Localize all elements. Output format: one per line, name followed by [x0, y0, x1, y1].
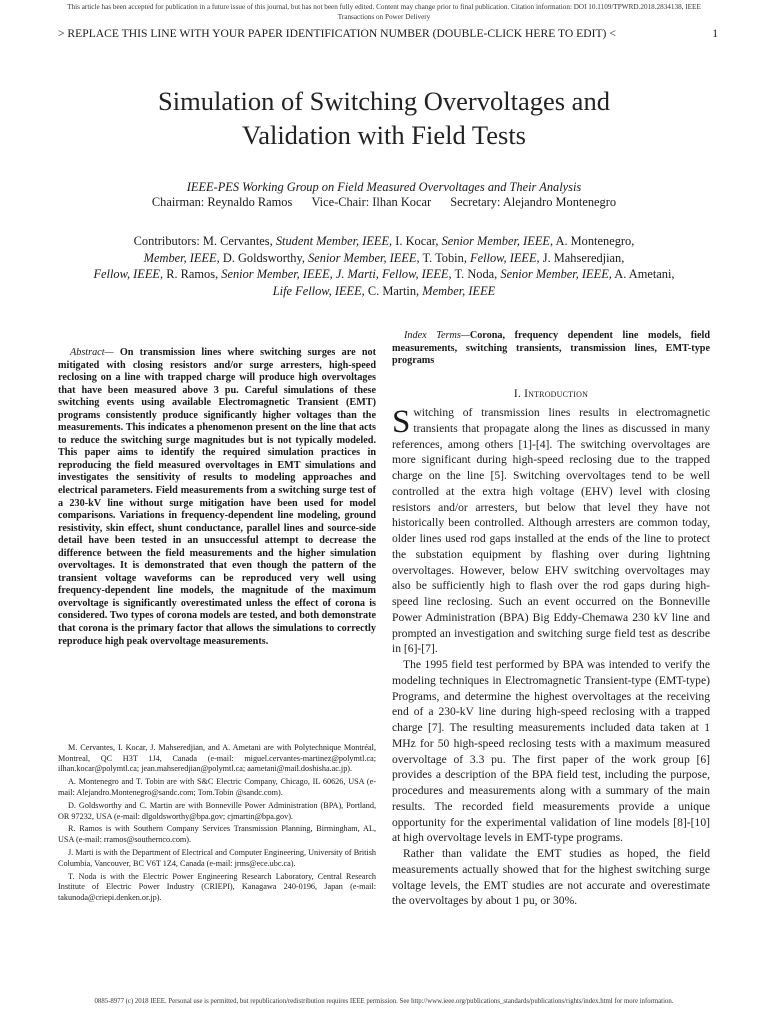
paper-id-placeholder: > REPLACE THIS LINE WITH YOUR PAPER IDENTIFICATION NUMBER (DOUBLE-CLICK HERE TO EDIT) < [58, 27, 616, 40]
index-terms [392, 330, 710, 368]
contributor-grade: Member, IEEE, [143, 250, 220, 265]
contributor-grade: Senior Member, IEEE, [441, 234, 554, 248]
officers [60, 195, 708, 211]
secretary: Secretary: Alejandro Montenegro [450, 195, 617, 209]
contributor-name: A. Ametani, [614, 267, 675, 281]
publication-notice-line2: Transactions on Power Delivery [337, 13, 431, 21]
contributor-grade: Senior Member, IEEE, [308, 250, 420, 265]
contributor-grade: Student Member, IEEE, [275, 234, 393, 248]
chairman: Chairman: Reynaldo Ramos [151, 195, 293, 209]
drop-cap: S [392, 404, 411, 440]
contributor-name: T. Noda, [454, 267, 498, 281]
section-title: Introduction [524, 388, 589, 400]
contributor-grade: Fellow, IEEE, [470, 250, 540, 265]
abstract-lead: Abstract— [70, 347, 114, 358]
section-heading-introduction [392, 387, 710, 401]
affiliation-note: R. Ramos is with Southern Company Services Transmission Planning, Birmingham, AL, USA (e-mail: rramos@southernco.com). [58, 824, 376, 845]
contributor-grade: Senior Member, IEEE, [500, 267, 612, 281]
abstract [58, 347, 376, 648]
abstract-body: On transmission lines where switching surges are not mitigated with closing resistors and/or surge arresters, high-speed reclosing on a line with trapped charge will produce high overvoltages that have been measured above 3 pu. Careful simulations of these switching events using available Electromagnetic Transient (EMT) programs consistently produce significantly higher voltages than the measurements. This indicates a phenomenon present on the line that acts to reduce the switching surge magnitudes but is not typically modeled. This paper aims to identify the required simulation practices in reproducing the field measured overvoltages in EMT simulations and investigates the sensitivity of results to modeling approaches and electrical parameters. Field measurements from a switching surge test of a 230-kV line without surge mitigation have been used for model comparisons. Variations in frequency-dependent line modeling, ground resistivity, skin effect, shunt conductance, parallel lines and source-side detail have been tested in an unsuccessful attempt to decrease the difference between the field measurements and the higher simulation overvoltages. It is demonstrated that even though the pattern of the transient voltage waveforms can be reproduced very well using frequency-dependent line models, the magnitude of the maximum overvoltage is significantly overestimated unless the effect of corona is considered. Two types of corona models are tested, and both demonstrate that corona is the primary factor that allows the simulations to correctly reproduce high peak overvoltage measurements. [58, 347, 376, 647]
contributor-grade: Senior Member, IEEE, J. Marti, Fellow, IEEE, [221, 267, 452, 281]
affiliations [58, 743, 376, 906]
affiliation-note: D. Goldsworthy and C. Martin are with Bonneville Power Administration (BPA), Portland, OR 97232, USA (e-mail: dlgoldsworthy@bpa.gov; cjmartin@bpa.gov). [58, 800, 376, 821]
contributor-name: J. Mahseredjian, [542, 250, 625, 265]
intro-paragraph-1-text: witching of transmission lines results in electromagnetic transients that propagate along the lines as discussed in many references, among others [1]-[4]. The switching overvoltages are more significant during high-speed reclosing due to the trapped charge on the line [5]. Switching overvoltages tend to be well controlled at the extra high voltage (EHV) level with closing resistors and/or arresters, but below that level they have not historically been controlled. Although arresters are common today, older lines used rod gaps installed at the ends of the line to protect the substation equipment by flashing over during lightning overvoltages. However, below EHV switching overvoltages may also be sufficiently high to flash over the rod gaps during high-speed line reclosing. Such an event occurred on the Bonneville Power Administration (BPA) Big Eddy-Chemawa 230 kV line and prompted an investigation and switching surge field test as describe in [6]-[7]. [392, 406, 710, 656]
publication-notice-line1: This article has been accepted for publication in a future issue of this journal, but has not been fully edited. Content may change prior to final publication. Citation information: DOI 10.1109/TPWRD.2018.2834138, IEEE [67, 3, 701, 11]
contributor-name: T. Tobin, [422, 250, 467, 265]
paper-title-line2: Validation with Field Tests [242, 120, 526, 150]
index-terms-lead: Index Terms— [404, 330, 470, 341]
contributors-label: Contributors: [133, 234, 200, 248]
contributor-name: D. Goldsworthy, [222, 250, 305, 265]
page-number: 1 [712, 27, 718, 40]
intro-paragraph: The 1995 field test performed by BPA was intended to verify the modeling techniques in Electromagnetic Transient-type (EMT-type) Programs, and determine the highest overvoltages at the receiving end of a 230-kV line during high-speed reclosing with a trapped charge [7]. The resulting measurements included data taken at 1 MHz for 50 high-speed reclosing tests with a maximum measured overvoltage of 3.3 pu. The first paper of the work group [6] provides a description of the BPA field test, including the purpose, procedures and measurements along with a summary of the main results. The recorded field measurements provide a unique opportunity for the experimental validation of line models [8]-[10] at high overvoltage levels in EMT-type programs. [392, 658, 710, 845]
introduction-text [392, 405, 710, 909]
contributor-name: C. Martin, [367, 283, 420, 298]
running-head [58, 27, 718, 41]
contributor-grade: Member, IEEE [422, 283, 496, 298]
contributor-name: M. Cervantes, [202, 234, 273, 248]
contributor-grade: Fellow, IEEE, [93, 267, 164, 281]
contributors [92, 233, 676, 299]
section-number: I. [513, 388, 521, 400]
affiliation-note: M. Cervantes, I. Kocar, J. Mahseredjian, and A. Ametani are with Polytechnique Montréal, Montreal, QC H3T 1J4, Canada (e-mail: miguel.cervantes-martinez@polymtl.ca; ilhan.kocar@polymtl.ca; jean.mahseredjian@polymtl.ca; aametani@mail.doshisha.ac.jp). [58, 743, 376, 774]
affiliation-note: T. Noda is with the Electric Power Engineering Research Laboratory, Central Research Institute of Electric Power Industry (CRIEPI), Kanagawa 240-0196, Japan (e-mail: takunoda@criepi.denken.or.jp). [58, 871, 376, 903]
intro-paragraph [392, 405, 710, 657]
index-terms-body: Corona, frequency dependent line models, field measurements, switching transients, transmission lines, EMT-type programs [392, 330, 710, 367]
paper-title-line1: Simulation of Switching Overvoltages and [158, 86, 610, 116]
contributor-name: A. Montenegro, [555, 234, 635, 248]
publication-notice [0, 2, 768, 22]
contributor-grade: Life Fellow, IEEE, [272, 283, 365, 298]
vice-chair: Vice-Chair: Ilhan Kocar [311, 195, 432, 209]
intro-paragraph: Rather than validate the EMT studies as hoped, the field measurements actually showed that for the highest switching surge voltage levels, the EMT studies are not accurate and overestimate the overvoltages by about 1 pu, or 30%. [392, 847, 710, 908]
working-group: IEEE-PES Working Group on Field Measured Overvoltages and Their Analysis [186, 180, 582, 194]
affiliation-note: A. Montenegro and T. Tobin are with S&C Electric Company, Chicago, IL 60626, USA (e-mail: Alejandro.Montenegro@sandc.com; Tom.Tobin @sandc.com). [58, 777, 376, 797]
contributor-name: I. Kocar, [395, 234, 439, 248]
contributor-name: R. Ramos, [166, 267, 219, 281]
copyright-footer: 0885-8977 (c) 2018 IEEE. Personal use is permitted, but republication/redistribution requires IEEE permission. See http://www.ieee.org/publications_standards/publications/rights/index.html for more information. [94, 998, 674, 1005]
paper-title [60, 84, 708, 152]
affiliation-note: J. Marti is with the Department of Electrical and Computer Engineering, University of British Columbia, Vancouver, BC V6T 1Z4, Canada (e-mail: jrms@ece.ubc.ca). [58, 848, 376, 868]
